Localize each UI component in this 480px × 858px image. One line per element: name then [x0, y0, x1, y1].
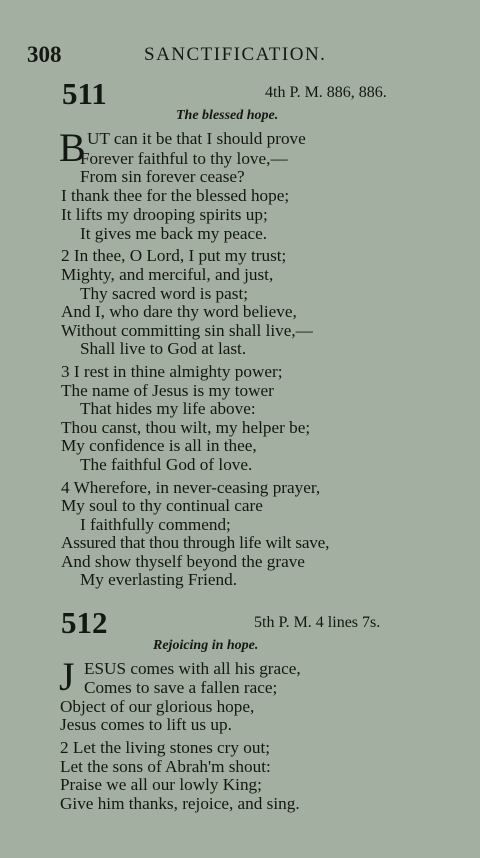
- verse-line: My everlasting Friend.: [80, 570, 238, 589]
- verse-line: Thou canst, thou wilt, my helper be;: [61, 418, 311, 437]
- verse-line: Jesus comes to lift us up.: [60, 715, 232, 734]
- hymn-tune: The blessed hope.: [176, 108, 279, 123]
- verse-line: Forever faithful to thy love,—: [80, 149, 288, 168]
- verse-line: The faithful God of love.: [80, 455, 253, 474]
- verse-line: Give him thanks, rejoice, and sing.: [60, 794, 300, 813]
- verse-line: From sin forever cease?: [80, 167, 245, 186]
- verse-line: My soul to thy continual care: [61, 496, 263, 515]
- verse-line: I thank thee for the blessed hope;: [61, 186, 290, 205]
- drop-cap: J: [59, 654, 75, 699]
- verse-line: And I, who dare thy word believe,: [61, 302, 297, 321]
- verse-line: The name of Jesus is my tower: [61, 381, 274, 400]
- hymn-number: 511: [62, 76, 107, 111]
- page-number: 308: [27, 42, 62, 67]
- verse-line: 2 In thee, O Lord, I put my trust;: [61, 246, 287, 265]
- verse-line: And show thyself beyond the grave: [61, 552, 305, 571]
- hymn-meter: 4th P. M. 886, 886.: [265, 84, 387, 101]
- verse-line: Mighty, and merciful, and just,: [61, 265, 274, 284]
- verse-line: Assured that thou through life wilt save,: [61, 533, 330, 552]
- verse-line: Thy sacred word is past;: [80, 284, 249, 303]
- verse-line: I faithfully commend;: [80, 515, 231, 534]
- verse-line: 4 Wherefore, in never-ceasing prayer,: [61, 478, 321, 497]
- verse-line: 3 I rest in thine almighty power;: [61, 362, 283, 381]
- drop-cap: B: [59, 125, 86, 170]
- verse-line: ESUS comes with all his grace,: [84, 659, 301, 678]
- verse-line: Shall live to God at last.: [80, 339, 247, 358]
- verse-line: Comes to save a fallen race;: [84, 678, 278, 697]
- hymn-number: 512: [61, 605, 108, 640]
- hymn-meter: 5th P. M. 4 lines 7s.: [254, 614, 381, 631]
- verse-line: My confidence is all in thee,: [61, 436, 257, 455]
- verse-line: 2 Let the living stones cry out;: [60, 738, 271, 757]
- verse-line: Without committing sin shall live,—: [61, 321, 313, 340]
- verse-line: It gives me back my peace.: [80, 224, 268, 243]
- verse-line: That hides my life above:: [80, 399, 256, 418]
- verse-line: Object of our glorious hope,: [60, 697, 255, 716]
- page-title: SANCTIFICATION.: [144, 44, 327, 65]
- verse-line: It lifts my drooping spirits up;: [61, 205, 268, 224]
- hymn-tune: Rejoicing in hope.: [153, 638, 259, 653]
- verse-line: UT can it be that I should prove: [87, 129, 306, 148]
- verse-line: Praise we all our lowly King;: [60, 775, 262, 794]
- verse-line: Let the sons of Abrah'm shout:: [60, 757, 271, 776]
